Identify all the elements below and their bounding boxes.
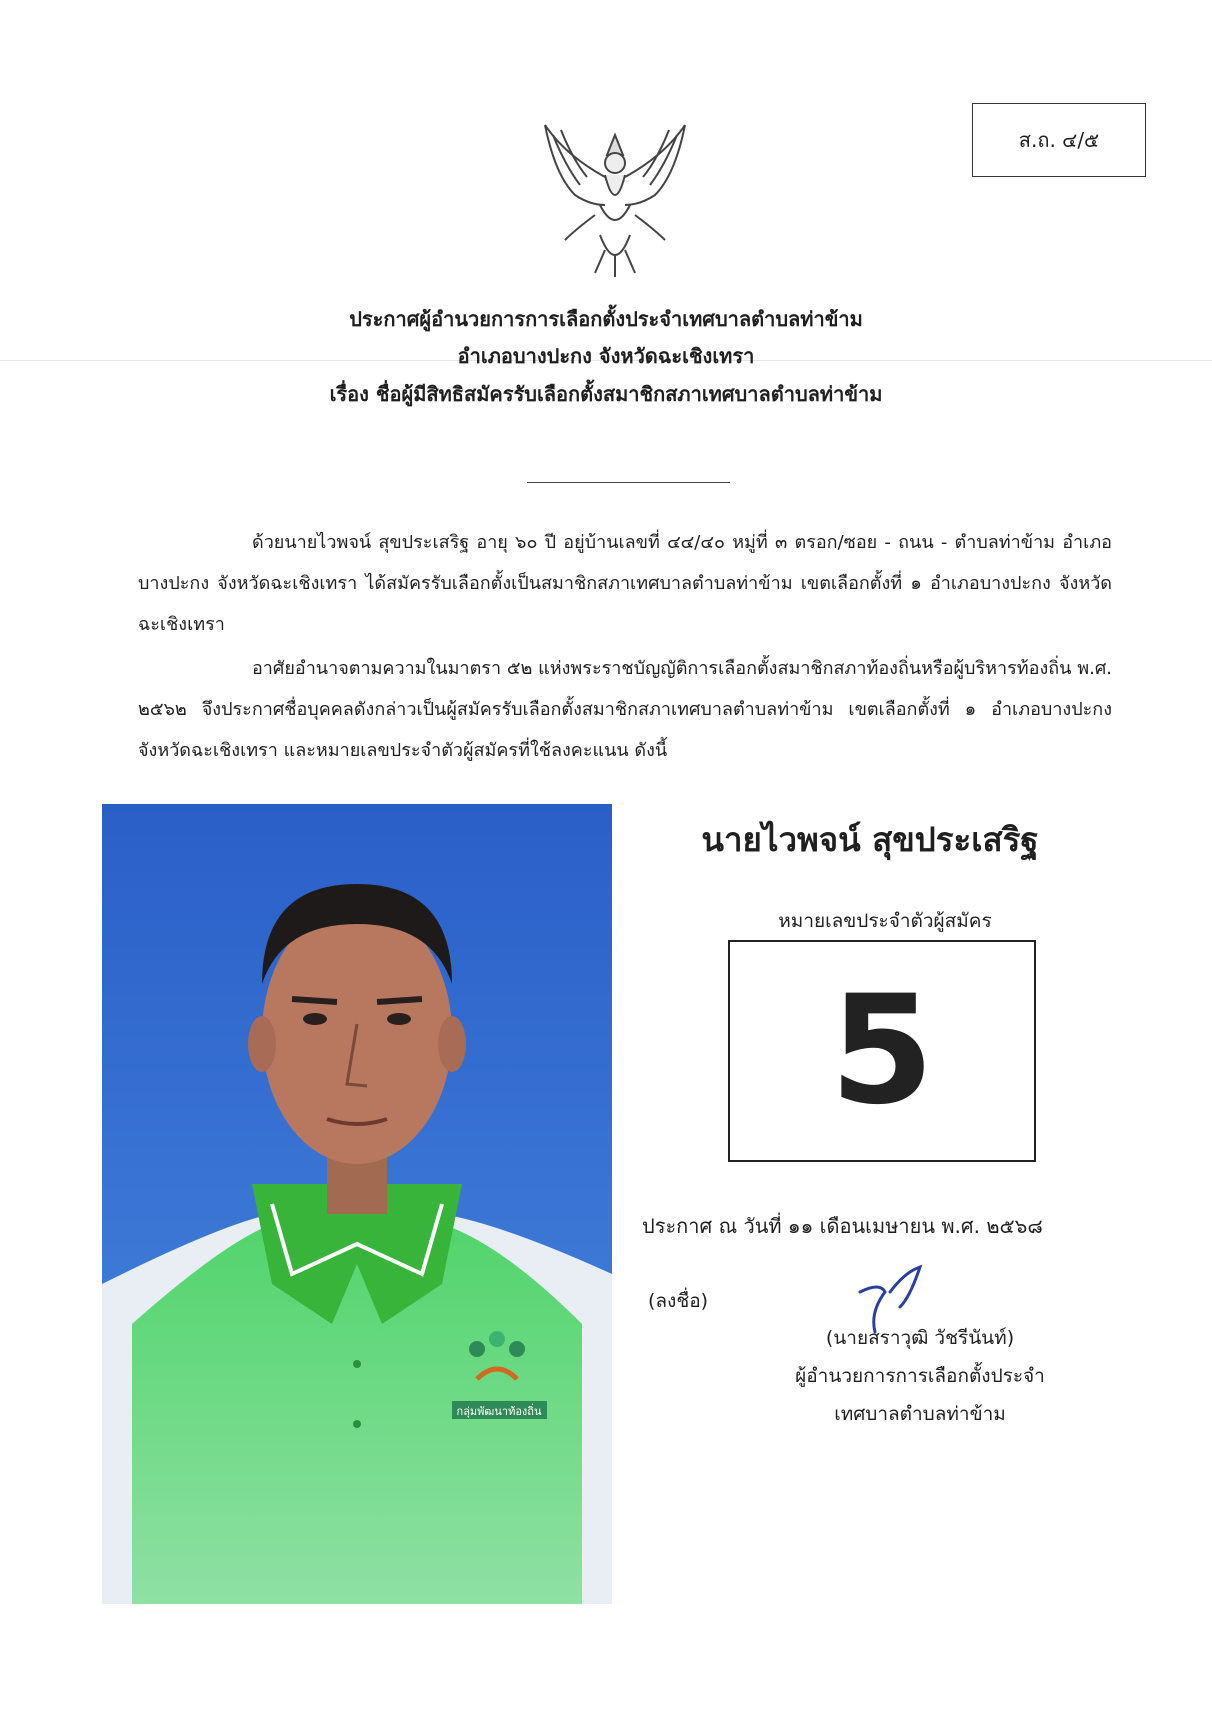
signer-name: (นายสราวุฒิ วัชรีนันท์) [825, 1327, 1015, 1349]
divider-rule [527, 482, 730, 483]
announcement-location: อำเภอบางปะกง จังหวัดฉะเชิงเทรา [457, 344, 755, 368]
shirt-logo-text: กลุ่มพัฒนาท้องถิ่น [456, 1405, 542, 1418]
candidate-photo [102, 804, 612, 1604]
signer-organization: เทศบาลตำบลท่าข้าม [834, 1403, 1006, 1425]
announcement-subject: เรื่อง ชื่อผู้มีสิทธิสมัครรับเลือกตั้งสมาชิกสภาเทศบาลตำบลท่าข้าม [329, 382, 883, 406]
candidate-number: 5 [829, 964, 935, 1138]
candidate-name: นายไวพจน์ สุขประเสริฐ [701, 820, 1039, 859]
paragraph-legal-basis: อาศัยอำนาจตามความในมาตรา ๕๒ แห่งพระราชบัญญัติการเลือกตั้งสมาชิกสภาท้องถิ่นหรือผู้บริหารท้องถิ่น พ.ศ. ๒๕๖๒ จึงประกาศชื่อบุคคลดังกล่าวเป็นผู้สมัครรับเลือกตั้งสมาชิกสภาเทศบาลตำบลท่าข้าม เขตเลือกตั้งที่ ๑ อำเภอบางปะกง จังหวัดฉะเชิงเทรา และหมายเลขประจำตัวผู้สมัครที่ใช้ลงคะแนน ดังนี้ [138, 658, 1112, 761]
paragraph-candidate-details: ด้วยนายไวพจน์ สุขประเสริฐ อายุ ๖๐ ปี อยู่บ้านเลขที่ ๔๔/๔๐ หมู่ที่ ๓ ตรอก/ซอย - ถนน - ตำบลท่าข้าม อำเภอบางปะกง จังหวัดฉะเชิงเทรา ได้สมัครรับเลือกตั้งเป็นสมาชิกสภาเทศบาลตำบลท่าข้าม เขตเลือกตั้งที่ ๑ อำเภอบางปะกง จังหวัดฉะเชิงเทรา [138, 532, 1112, 635]
candidate-number-box [728, 940, 1036, 1162]
announcement-date: ประกาศ ณ วันที่ ๑๑ เดือนเมษายน พ.ศ. ๒๕๖๘ [642, 1214, 1043, 1238]
signer-title: ผู้อำนวยการการเลือกตั้งประจำ [795, 1365, 1045, 1387]
garuda-emblem-icon [535, 115, 695, 280]
announcement-title: ประกาศผู้อำนวยการการเลือกตั้งประจำเทศบาลตำบลท่าข้าม [349, 307, 863, 331]
candidate-number-caption: หมายเลขประจำตัวผู้สมัคร [778, 910, 992, 932]
signature-label: (ลงชื่อ) [648, 1290, 709, 1312]
form-code: ส.ถ. ๔/๕ [1018, 128, 1100, 152]
form-code-box [972, 103, 1146, 177]
